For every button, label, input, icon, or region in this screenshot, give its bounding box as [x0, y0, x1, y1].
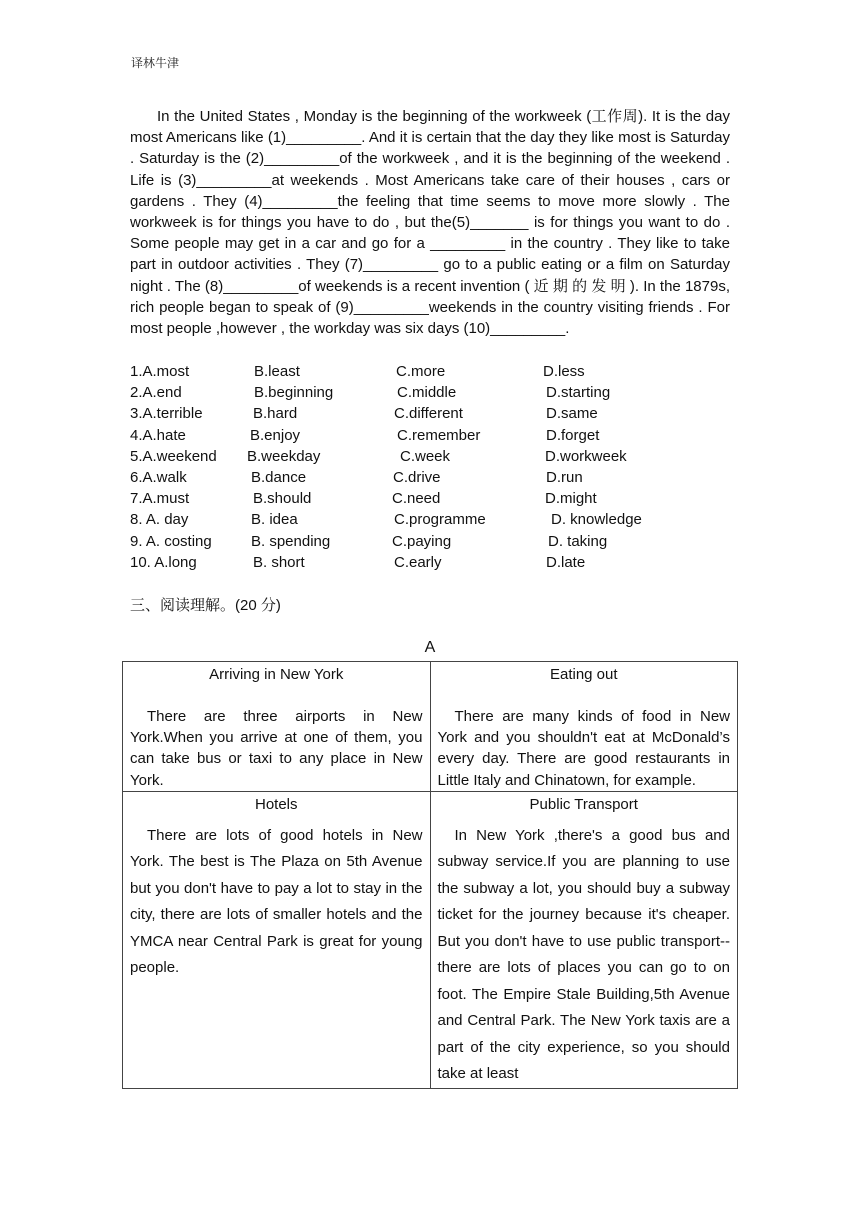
option-d: D.same	[546, 405, 598, 423]
cloze-paragraph: In the United States , Monday is the beginning of the workweek (工作周). It is the day most Americans like (1)_________. And it is certain that the day they like most is Saturday . Saturday is the (2)_________of the workweek , and it is the beginning of the weekend . Life is (3)_________at weekends . Most Americans take care of their houses , cars or gardens . They (4)_________the feeling that time seems to move more slowly . The workweek is for things you have to do , but the(5)_______ is for things you want to do . Some people may get in a car and go for a _________ in the country . They like to take part in outdoor activities . They (7)_________ go to a public eating or a film on Saturday night . The (8)_________of weekends is a recent invention ( 近 期 的 发 明 ). In the 1879s, rich people began to speak of (9)_________weekends in the country visiting friends . For most people ,however , the workday was six days (10)_________.	[130, 108, 730, 338]
page-header: 译林牛津	[131, 56, 180, 70]
table-cell-eating	[430, 662, 738, 792]
option-c: C.week	[400, 447, 451, 465]
cell-title: Hotels	[254, 795, 298, 813]
cell-title: Eating out	[549, 666, 618, 683]
table-row	[123, 662, 738, 792]
option-c: C.remember	[397, 426, 481, 444]
option-row	[130, 531, 730, 552]
option-b: B.beginning	[254, 384, 334, 402]
option-b: B.hard	[253, 405, 298, 423]
option-a: 8. A. day	[130, 511, 189, 529]
option-c: C.different	[394, 405, 463, 423]
cloze-passage	[130, 106, 730, 339]
section-title: 三、阅读理解。(20 分)	[130, 597, 281, 614]
option-c: C.programme	[394, 511, 486, 529]
option-row	[130, 488, 730, 509]
option-c: C.middle	[397, 384, 457, 402]
option-a: 9. A. costing	[130, 532, 212, 550]
option-b: B. short	[253, 553, 305, 571]
cell-body: There are lots of good hotels in New York. The best is The Plaza on 5th Avenue but you don't have to pay a lot to stay in the city, there are lots of smaller hotels and the YMCA near Central Park is great for young people.	[130, 826, 423, 977]
option-d: D.might	[545, 490, 597, 508]
option-a: 4.A.hate	[130, 426, 186, 444]
option-d: D.less	[543, 363, 585, 380]
answer-options	[130, 361, 730, 573]
table-cell-arriving	[123, 662, 431, 792]
cell-title: Public Transport	[529, 795, 638, 813]
option-a: 3.A.terrible	[130, 405, 203, 423]
option-d: D. taking	[548, 532, 608, 550]
table-cell-hotels	[123, 791, 431, 1088]
option-a: 2.A.end	[130, 384, 182, 402]
option-c: C.more	[396, 363, 446, 380]
option-row	[130, 425, 730, 446]
option-row	[130, 361, 730, 382]
option-row	[130, 446, 730, 467]
cell-body: There are many kinds of food in New York and you shouldn't eat at McDonald’s every day. There are good restaurants in Little Italy and Chinatown, for example.	[437, 708, 730, 789]
option-c: C.drive	[393, 468, 441, 486]
reading-table	[122, 661, 738, 1089]
option-d: D. knowledge	[551, 511, 642, 529]
table-cell-transport	[430, 791, 738, 1088]
option-a: 7.A.must	[130, 490, 190, 508]
option-d: D.forget	[546, 426, 600, 444]
cell-body: There are three airports in New York.When you arrive at one of them, you can take bus or taxi to any place in New York.	[130, 708, 423, 789]
option-a: 10. A.long	[130, 553, 197, 571]
option-d: D.run	[546, 468, 583, 486]
option-d: D.late	[546, 553, 586, 571]
option-row	[130, 403, 730, 424]
option-d: D.starting	[546, 384, 611, 402]
option-b: B.least	[254, 363, 300, 380]
option-b: B. spending	[251, 532, 331, 550]
option-c: C.paying	[392, 532, 452, 550]
cell-title: Arriving in New York	[209, 666, 344, 683]
option-c: C.early	[394, 553, 442, 571]
part-label: A	[424, 639, 436, 656]
option-a: 5.A.weekend	[130, 447, 217, 465]
option-row	[130, 552, 730, 573]
option-c: C.need	[392, 490, 441, 508]
option-row	[130, 382, 730, 403]
option-b: B.dance	[251, 468, 307, 486]
option-b: B.enjoy	[250, 426, 301, 444]
option-d: D.workweek	[545, 447, 627, 465]
option-a: 6.A.walk	[130, 468, 187, 486]
option-b: B. idea	[251, 511, 298, 529]
option-row	[130, 467, 730, 488]
cell-body: In New York ,there's a good bus and subway service.If you are planning to use the subway a lot, you should buy a subway ticket for the journey because it's cheaper. But you don't have to use public transport--there are lots of places you can go to on foot. The Empire Stale Building,5th Avenue and Central Park. The New York taxis are a part of the city experience, so you should take at least	[437, 826, 730, 1083]
option-row	[130, 509, 730, 530]
option-a: 1.A.most	[130, 363, 190, 380]
option-b: B.should	[253, 490, 312, 508]
table-row	[123, 791, 738, 1088]
option-b: B.weekday	[247, 447, 321, 465]
